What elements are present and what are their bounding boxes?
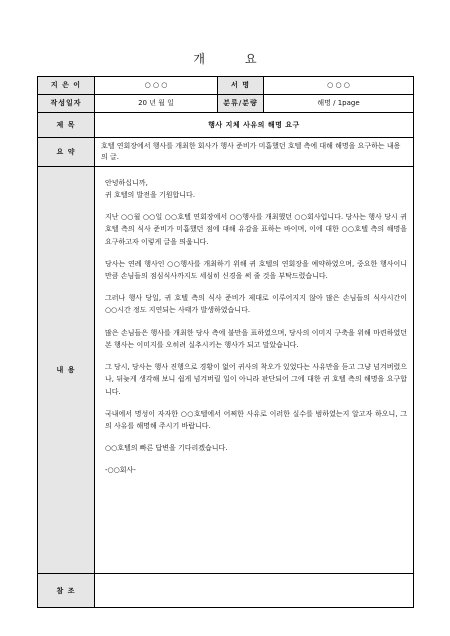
content-row — [38, 166, 414, 573]
date-label: 작성일자 — [38, 94, 95, 112]
content-paragraph-7: ○○호텔의 빠른 답변을 기다리겠습니다. — [105, 444, 228, 453]
content-paragraph-3: 그러나 행사 당일, 귀 호텔 측의 식사 준비가 제대로 이루어지지 않아 많은 손님들의 식사시간이 ○○시간 정도 지연되는 사태가 발생하였습니다. — [105, 294, 407, 315]
subject-value: 행사 지체 사유의 해명 요구 — [95, 112, 414, 137]
overview-form-table — [37, 76, 414, 608]
category-label: 분류/분량 — [218, 94, 264, 112]
content-label: 내 용 — [38, 166, 95, 573]
date-value: 20 년 월 일 — [95, 94, 218, 112]
content-paragraph-2: 당사는 연례 행사인 ○○행사를 개최하기 위해 귀 호텔의 연회장을 예약하였으며, 중요한 행사이니 만큼 손님들의 점심식사까지도 세심히 신경을 써 줄 것을 부탁드렸습니다. — [105, 259, 407, 281]
document-title — [0, 50, 450, 67]
content-signature: -○○회사- — [105, 466, 136, 475]
summary-label: 요 약 — [38, 138, 95, 167]
greeting-line-1: 안녕하십니까, — [105, 178, 148, 187]
content-body — [95, 166, 414, 573]
author-row — [38, 77, 414, 95]
title-char-2: 요 — [245, 52, 257, 66]
date-row — [38, 94, 414, 112]
greeting-line-2: 귀 호텔의 발전을 기원합니다. — [105, 191, 196, 200]
content-paragraph-4: 많은 손님들은 행사를 개최한 당사 측에 불만을 표하였으며, 당사의 이미지 구축을 위해 마련하였던 본 행사는 이미지를 오히려 실추시키는 행사가 되고 말았습니다. — [105, 328, 407, 349]
content-paragraph-6: 국내에서 명성이 자자한 ○○호텔에서 어쩌한 사유로 이러한 실수를 범하였는지 알고자 하오니, 그의 사유를 해명해 주시기 바랍니다. — [105, 409, 407, 430]
reference-value — [95, 574, 414, 608]
reference-row — [38, 574, 414, 608]
signature-label: 서 명 — [218, 77, 264, 95]
content-paragraph-5: 그 당시, 당사는 행사 진행으로 경황이 없어 귀사의 착오가 있었다는 사유만을 듣고 그냥 넘겨버렸으나, 뒤늦게 생각해 보니 쉽게 넘겨버릴 일이 아니라 판단되어 그에 대한 귀 호텔 측의 해명을 요구합니다. — [105, 363, 407, 396]
summary-row — [38, 138, 414, 167]
author-value: ○ ○ ○ — [95, 77, 218, 95]
signature-value: ○ ○ ○ — [264, 77, 414, 95]
title-char-1: 개 — [193, 52, 205, 66]
summary-value: 호텔 연회장에서 행사를 개최한 회사가 행사 준비가 미흡했던 호텔 측에 대해 해명을 요구하는 내용의 글. — [95, 138, 414, 167]
author-label: 지 은 이 — [38, 77, 95, 95]
subject-label: 제 목 — [38, 112, 95, 137]
content-paragraph-1: 지난 ○○월 ○○일 ○○호텔 연회장에서 ○○행사를 개최했던 ○○회사입니다. 당사는 행사 당시 귀 호텔 측의 식사 준비가 미흡했던 점에 대해 유감을 표하는 바이며, 이에 대한 ○○호텔 측의 해명을 요구하고자 이렇게 글을 띄웁니다. — [105, 213, 407, 246]
subject-row — [38, 112, 414, 137]
category-value: 해명 / 1page — [264, 94, 414, 112]
reference-label: 참 조 — [38, 574, 95, 608]
